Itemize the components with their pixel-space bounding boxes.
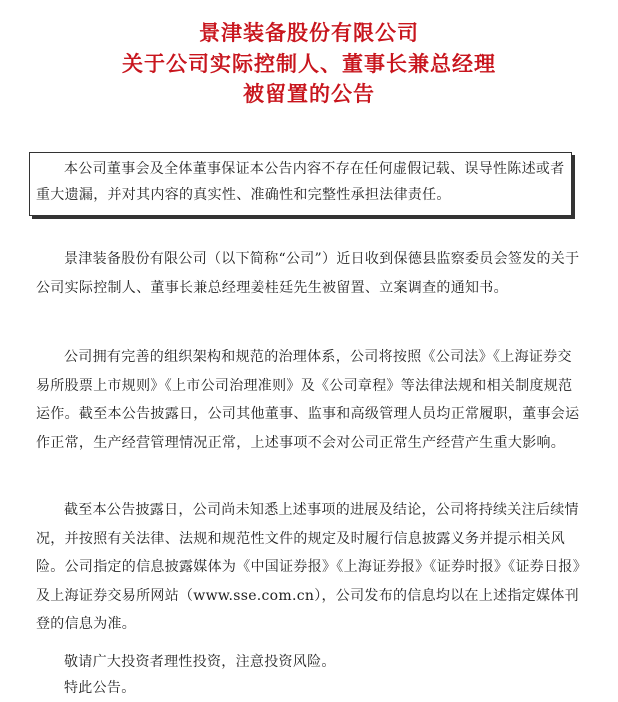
disclaimer-text: 本公司董事会及全体董事保证本公告内容不存在任何虚假记载、误导性陈述或者重大遗漏，并对其内容的真实性、准确性和完整性承担法律责任。	[36, 161, 565, 203]
paragraph-notice-received: 景津装备股份有限公司（以下简称“公司”）近日收到保德县监察委员会签发的关于公司实际控制人、董事长兼总经理姜桂廷先生被留置、立案调查的通知书。	[36, 251, 580, 296]
paragraph-risk-warning: 敬请广大投资者理性投资，注意投资风险。	[64, 654, 336, 670]
title-company-name: 景津装备股份有限公司	[199, 21, 419, 45]
disclaimer-box	[29, 152, 572, 216]
paragraph-governance: 公司拥有完善的组织架构和规范的治理体系，公司将按照《公司法》《上海证券交易所股票上市规则》《上市公司治理准则》及《公司章程》等法律法规和相关制度规范运作。截至本公告披露日，公司其他董事、监事和高级管理人员均正常履职，董事会运作正常，生产经营管理情况正常，上述事项不会对公司正常生产经营产生重大影响。	[36, 349, 580, 451]
paragraph-disclosure: 截至本公告披露日，公司尚未知悉上述事项的进展及结论，公司将持续关注后续情况，并按照有关法律、法规和规范性文件的规定及时履行信息披露义务并提示相关风险。公司指定的信息披露媒体为《中国证券报》《上海证券报》《证券时报》《证券日报》及上海证券交易所网站（www.sse.com.cn），公司发布的信息均以在上述指定媒体刊登的信息为准。	[36, 502, 580, 632]
title-subject-continued: 被留置的公告	[243, 82, 375, 106]
announcement-title	[0, 18, 618, 110]
title-subject: 关于公司实际控制人、董事长兼总经理	[122, 51, 496, 76]
paragraph-closing: 特此公告。	[64, 680, 136, 696]
